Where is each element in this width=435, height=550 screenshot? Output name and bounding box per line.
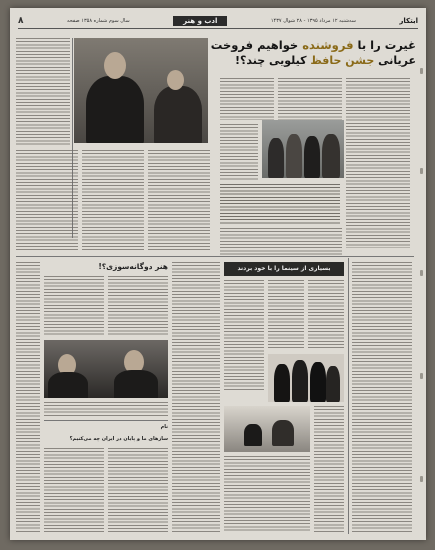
binding-hole — [420, 476, 423, 482]
feature-photo-scene — [224, 406, 310, 452]
page-number: ۸ — [18, 16, 24, 26]
column-text — [278, 78, 342, 120]
column-text — [16, 262, 40, 532]
main-photo — [74, 38, 208, 143]
lead-paragraph — [220, 184, 340, 224]
column-text — [224, 456, 310, 532]
photo-caption-text — [220, 124, 258, 180]
column-text — [172, 262, 220, 532]
binding-hole — [420, 270, 423, 276]
column-text — [16, 150, 78, 250]
column-rule — [348, 258, 349, 534]
issue-line: سال سوم شماره ۱۳۵۸ صفحه — [66, 18, 130, 24]
binding-hole — [420, 168, 423, 174]
box-photo — [44, 340, 168, 398]
column-text — [108, 448, 168, 532]
column-text — [220, 228, 342, 256]
feature-photo-women — [268, 354, 344, 402]
section-rule — [16, 256, 414, 257]
date-line: سه‌شنبه ۱۲ مرداد ۱۳۹۵ - ۲۸ شوال ۱۴۳۷ — [270, 18, 356, 24]
column-text — [308, 280, 344, 350]
photo-caption-text — [44, 402, 168, 416]
box-title: هنر دوگانه‌سوزی؟! — [98, 262, 168, 271]
group-photo — [262, 120, 344, 178]
main-headline — [206, 38, 416, 68]
headline-line-2: عریانی جشن حافظ کیلویی چند؟! — [235, 54, 416, 67]
column-text — [16, 38, 70, 146]
box-rule — [44, 420, 168, 421]
column-text — [268, 280, 304, 350]
box-bottom-title: سازهای ما و پایان در ایران چه می‌کنیم؟ — [69, 436, 168, 442]
column-text — [44, 448, 104, 532]
column-text — [220, 78, 274, 120]
newspaper-page — [10, 8, 426, 540]
masthead — [18, 14, 418, 29]
binding-hole — [420, 68, 423, 74]
column-text — [352, 262, 412, 532]
feature-title: بسیاری از سینما را با خود بردند — [224, 262, 344, 276]
headline-line-1: غیرت را با فروشنده خواهیم فروخت — [210, 38, 416, 52]
binding-hole — [420, 373, 423, 379]
section-label: ادب و هنر — [173, 16, 227, 26]
column-text — [82, 150, 144, 250]
column-text — [224, 280, 264, 390]
column-text — [314, 406, 344, 532]
box-kicker: نام — [160, 424, 168, 430]
column-text — [346, 78, 410, 248]
column-text — [44, 276, 104, 336]
newspaper-logo: ابتکار — [399, 17, 418, 25]
column-text — [108, 276, 168, 336]
column-text — [148, 150, 210, 250]
